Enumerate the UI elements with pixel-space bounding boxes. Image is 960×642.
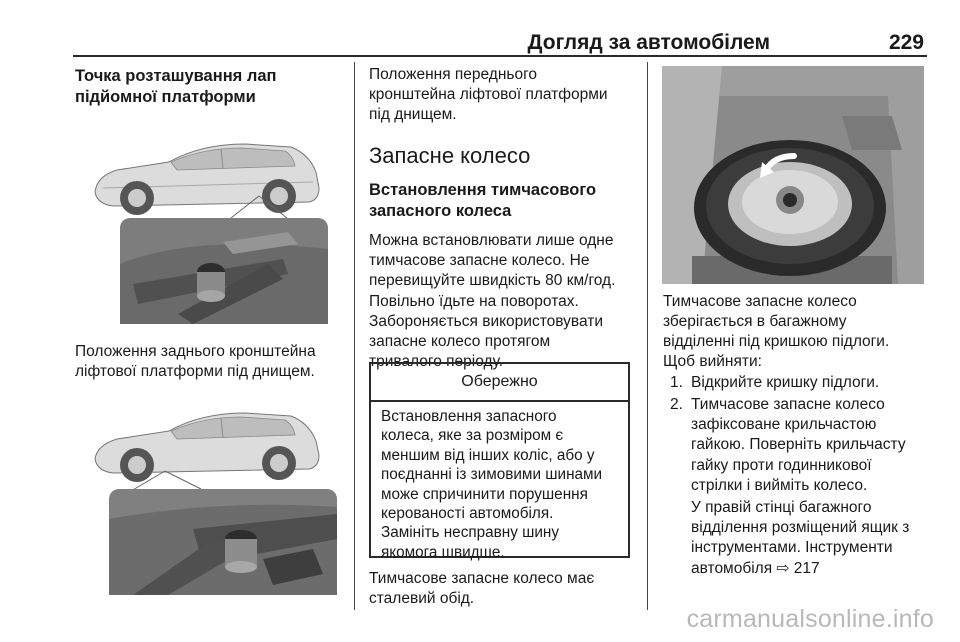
front-lift-point-figure (73, 389, 339, 597)
rear-lift-point-caption: Положення заднього кронштейна ліфтової платформи під днищем. (75, 343, 316, 381)
subsection-title: Встановлення тимчасового запасного колеса (369, 181, 597, 220)
page-number: 229 (888, 31, 924, 54)
front-lift-point-caption: Положення переднього кронштейна ліфтової платформи під днищем. (369, 66, 608, 124)
column-divider-right (647, 62, 648, 610)
toolkit-note: У правій стінці багажного відділення розміщений ящик з інструментами. Інструменти автомобіля ⇨ 217 (691, 499, 910, 577)
caution-box (369, 362, 630, 561)
column-divider-left (354, 62, 355, 610)
lift-points-heading: Точка розташування лап підйомної платформи (75, 67, 277, 106)
rear-lift-point-illustration (73, 114, 339, 328)
section-title: Запасне колесо (369, 143, 531, 168)
removal-step-2: 2. Тимчасове запасне колесо зафіксоване крильчастою гайкою. Поверніть крильчасту гайку проти годинникової стрілки і вийміть колесо. (670, 396, 906, 494)
caution-title: Обережно (371, 364, 628, 402)
spare-wheel-location: Тимчасове запасне колесо зберігається в багажному відділенні під кришкою підлоги. (663, 293, 890, 351)
caution-text: Встановлення запасного колеса, яке за розміром є меншим від інших коліс, або у поєднанні із зимовими шинами може спричинити порушення керованості автомобіля. Замініть несправну шину якомога швидше. (381, 408, 603, 561)
rear-lift-point-figure (73, 114, 339, 328)
front-lift-point-illustration (73, 389, 339, 597)
chapter-title: Догляд за автомобілем (527, 31, 770, 54)
watermark: carmanualsonline.info (686, 605, 934, 633)
removal-intro: Щоб вийняти: (663, 353, 762, 370)
header-rule (73, 55, 927, 57)
spare-wheel-figure (662, 66, 924, 284)
page-reference-icon: ⇨ (776, 559, 790, 577)
steel-rim-note: Тимчасове запасне колесо має сталевий обід. (369, 570, 595, 608)
spare-wheel-instructions: Можна встановлювати лише одне тимчасове запасне колесо. Не перевищуйте швидкість 80 км/год. Повільно їдьте на поворотах. Забороняється використовувати запасне колесо протягом тривалого періоду. (369, 232, 616, 371)
removal-step-1: 1. Відкрийте кришку підлоги. (670, 374, 880, 391)
spare-wheel-illustration (662, 66, 924, 284)
page-reference-link[interactable]: ⇨ 217 (776, 559, 820, 577)
